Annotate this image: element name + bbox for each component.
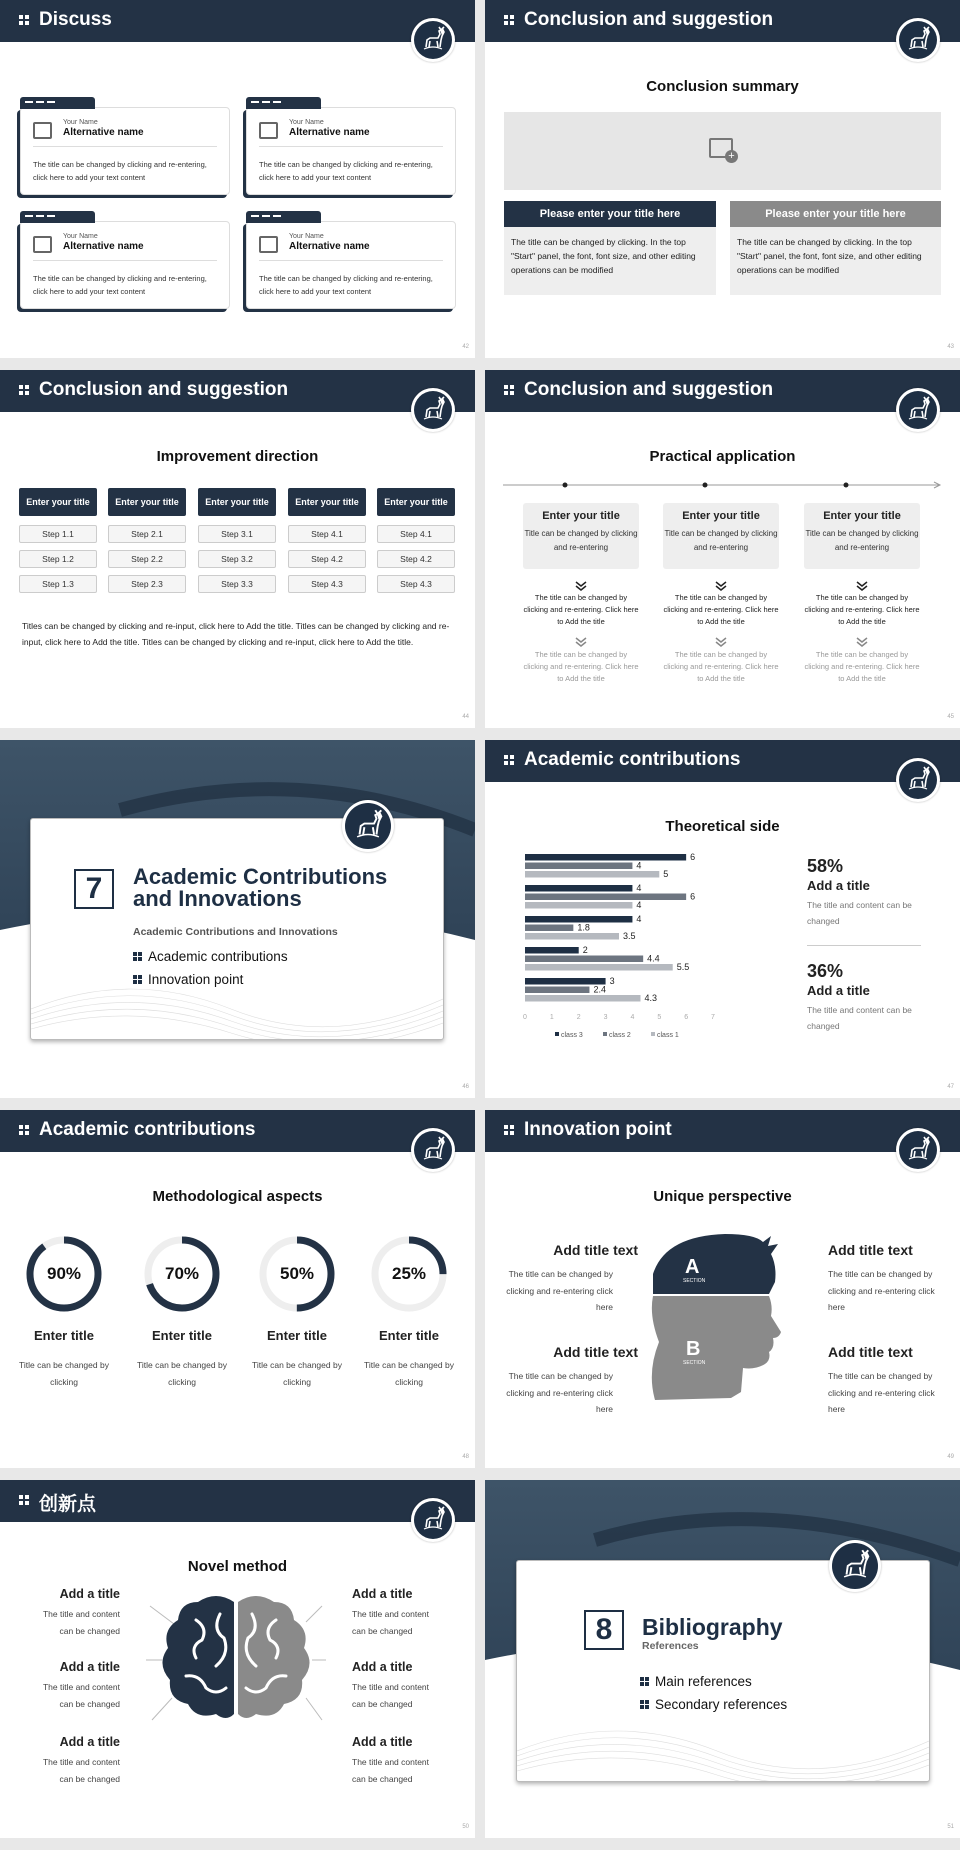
- section-heading: Unique perspective: [653, 1188, 792, 1205]
- brain-icon: [146, 1580, 326, 1730]
- box-text: The title can be changed by clicking. In the top "Start" panel, the font, font size, and other editing operations can be modified: [504, 227, 716, 295]
- profile-card[interactable]: [20, 107, 230, 195]
- legend-swatch: [651, 1032, 655, 1036]
- deer-logo-icon: [342, 800, 394, 852]
- slide-title: Conclusion and suggestion: [39, 379, 289, 400]
- bar: [525, 871, 659, 878]
- page-number: 46: [462, 1084, 469, 1090]
- item-title: Add a title: [59, 1660, 120, 1674]
- deer-logo-icon: [411, 388, 455, 432]
- step-box[interactable]: Step 2.3: [108, 575, 186, 593]
- column-title[interactable]: Enter your title: [19, 488, 97, 516]
- item-text: The title and content can be changed: [352, 1609, 430, 1636]
- dots-icon: [19, 385, 29, 395]
- deer-logo-icon: [896, 18, 940, 62]
- column-title[interactable]: Enter your title: [377, 488, 455, 516]
- data-label: 6: [690, 891, 696, 902]
- slide-section-8[interactable]: [485, 1480, 960, 1838]
- legend-label: class 1: [657, 1032, 679, 1039]
- bar-chart: [499, 850, 739, 1060]
- item-text: The title can be changed by clicking and re-entering click here: [506, 1269, 613, 1312]
- image-add-icon: +: [709, 138, 733, 158]
- step-box[interactable]: Step 2.1: [108, 525, 186, 543]
- dots-icon: [504, 1125, 514, 1135]
- image-icon: [33, 122, 52, 139]
- card-name: Your Name: [63, 233, 98, 240]
- card-text: The title can be changed by clicking and re-entering, click here to add your text content: [259, 274, 433, 296]
- stat-text: The title and content can be changed: [807, 1005, 912, 1031]
- slide-header: [0, 0, 475, 42]
- data-label: 3: [609, 976, 615, 986]
- deer-logo-icon: [411, 18, 455, 62]
- slide-title: Conclusion and suggestion: [524, 9, 774, 30]
- bar: [525, 925, 573, 932]
- section-heading: Practical application: [649, 448, 796, 465]
- bar: [525, 987, 589, 994]
- deer-logo-icon: [411, 1128, 455, 1172]
- slide-title: Academic contributions: [39, 1119, 256, 1140]
- slide-title: Academic contributions: [524, 749, 741, 770]
- item-text: Title can be changed by clicking: [137, 1360, 227, 1387]
- bar: [525, 902, 632, 909]
- page-number: 47: [947, 1084, 954, 1090]
- step-box[interactable]: Step 4.1: [288, 525, 366, 543]
- section-number: 8: [584, 1610, 624, 1650]
- dots-icon: [19, 1495, 29, 1505]
- bullet-icon: [133, 952, 142, 961]
- stat-text: The title and content can be changed: [807, 900, 912, 926]
- deer-logo-icon: [896, 1128, 940, 1172]
- item-title: Add a title: [352, 1660, 413, 1674]
- box-title[interactable]: Please enter your title here: [730, 201, 941, 227]
- column-title[interactable]: Enter your title: [198, 488, 276, 516]
- section-number: 7: [74, 869, 114, 909]
- step-box[interactable]: Step 4.2: [288, 550, 366, 568]
- bullet-icon: [133, 975, 142, 984]
- point-text: The title can be changed by clicking and re-entering. Click here to Add the title: [523, 650, 639, 683]
- page-number: 44: [462, 714, 469, 720]
- image-placeholder[interactable]: [504, 112, 941, 190]
- step-box[interactable]: Step 1.3: [19, 575, 97, 593]
- card-alt-name: Alternative name: [63, 127, 144, 138]
- deer-logo-icon: [829, 1540, 881, 1592]
- item-text: The title and content can be changed: [42, 1682, 120, 1709]
- item-text: Title can be changed by clicking: [252, 1360, 342, 1387]
- data-label: 2: [582, 945, 588, 955]
- item-title: Enter title: [152, 1328, 212, 1343]
- slide-practical-application[interactable]: [485, 370, 960, 728]
- application-box[interactable]: Enter your title Title can be changed by clicking and re-entering: [663, 503, 779, 569]
- timeline-arrow: [503, 481, 943, 489]
- profile-card[interactable]: [246, 221, 456, 309]
- item-title: Enter title: [267, 1328, 327, 1343]
- slide-unique-perspective[interactable]: [485, 1110, 960, 1468]
- page-number: 50: [462, 1824, 469, 1830]
- item-title: Add a title: [352, 1735, 413, 1749]
- bar: [525, 894, 686, 901]
- point-text: The title can be changed by clicking and re-entering. Click here to Add the title: [663, 593, 779, 626]
- section-title: Bibliography: [642, 1614, 783, 1640]
- stat-percent: 58%: [807, 856, 844, 876]
- page-number: 42: [462, 344, 469, 350]
- section-card: [516, 1560, 930, 1782]
- x-tick-label: 1: [549, 1014, 554, 1021]
- bar: [525, 885, 632, 892]
- image-icon: [259, 236, 278, 253]
- section-item[interactable]: Secondary references: [655, 1697, 788, 1712]
- section-subtitle: Academic Contributions and Innovations: [133, 926, 338, 938]
- point-text: The title can be changed by clicking and re-entering. Click here to Add the title: [804, 593, 920, 626]
- head-profile-illustration: [645, 1232, 805, 1422]
- legend-swatch: [555, 1032, 559, 1036]
- chevron-down-icon: [574, 578, 588, 588]
- point-text: The title can be changed by clicking and re-entering. Click here to Add the title: [523, 593, 639, 626]
- step-box[interactable]: Step 3.3: [198, 575, 276, 593]
- item-title: Add a title: [59, 1587, 120, 1601]
- data-label: 4: [636, 900, 642, 910]
- slide-title: Innovation point: [524, 1119, 672, 1140]
- chevron-down-icon: [714, 578, 728, 588]
- card-alt-name: Alternative name: [63, 241, 144, 252]
- slide-header: [0, 1110, 475, 1152]
- slide-title: Discuss: [39, 9, 112, 30]
- profile-card[interactable]: [20, 221, 230, 309]
- page-number: 51: [947, 1824, 954, 1830]
- slide-novel-method[interactable]: [0, 1480, 475, 1838]
- item-text: The title and content can be changed: [352, 1757, 430, 1784]
- step-box[interactable]: Step 1.1: [19, 525, 97, 543]
- page-number: 45: [947, 714, 954, 720]
- item-title: Enter title: [379, 1328, 439, 1343]
- section-letter: B: [686, 1338, 701, 1360]
- item-title: Enter title: [34, 1328, 94, 1343]
- item-text: The title can be changed by clicking and re-entering click here: [506, 1371, 613, 1414]
- legend-label: class 3: [561, 1032, 583, 1039]
- legend-swatch: [603, 1032, 607, 1036]
- slide-section-7[interactable]: [0, 740, 475, 1098]
- x-tick-label: 7: [711, 1014, 715, 1021]
- item-title: Add title text: [553, 1242, 638, 1258]
- column-title[interactable]: Enter your title: [288, 488, 366, 516]
- data-label: 4.3: [644, 993, 658, 1003]
- item-text: The title and content can be changed: [42, 1757, 120, 1784]
- donut-label: 50%: [279, 1264, 315, 1283]
- item-title: Add a title: [59, 1735, 120, 1749]
- point-text: The title can be changed by clicking and re-entering. Click here to Add the title: [663, 650, 779, 683]
- card-name: Your Name: [289, 233, 324, 240]
- card-text: The title can be changed by clicking and re-entering, click here to add your text content: [259, 160, 433, 182]
- x-tick-label: 4: [630, 1014, 635, 1021]
- slide-improvement-direction[interactable]: [0, 370, 475, 728]
- data-label: 4: [636, 883, 642, 893]
- card-name: Your Name: [289, 119, 324, 126]
- x-tick-label: 2: [576, 1014, 581, 1021]
- section-letter: A: [685, 1256, 700, 1278]
- data-label: 6: [690, 852, 696, 862]
- section-heading: Methodological aspects: [152, 1188, 323, 1205]
- card-name: Your Name: [63, 119, 98, 126]
- page-number: 43: [947, 344, 954, 350]
- step-box[interactable]: Step 2.2: [108, 550, 186, 568]
- slide-methodological-aspects[interactable]: [0, 1110, 475, 1468]
- chevron-down-icon: [855, 634, 869, 644]
- slide-header: [485, 0, 960, 42]
- data-label: 4: [636, 860, 642, 871]
- bar: [525, 947, 579, 954]
- item-text: The title and content can be changed: [42, 1609, 120, 1636]
- paragraph: Titles can be changed by clicking and re-input, click here to Add the title. Titles can be changed by clicking and re-input, click here to Add the title. Titles can be changed by clicking and re-input, click here to Add the title.: [22, 621, 450, 647]
- section-title: and Innovations: [133, 886, 302, 911]
- item-text: The title can be changed by clicking and re-entering click here: [828, 1269, 935, 1312]
- data-label: 2.4: [593, 984, 606, 995]
- x-tick-label: 6: [684, 1014, 689, 1021]
- section-caption: SECTION: [683, 1278, 706, 1284]
- deer-logo-icon: [896, 758, 940, 802]
- data-label: 5: [663, 869, 669, 879]
- section-heading: Conclusion summary: [646, 78, 799, 95]
- slide-conclusion-summary[interactable]: [485, 0, 960, 358]
- bar: [525, 863, 632, 870]
- page-number: 48: [462, 1454, 469, 1460]
- bullet-icon: [640, 1700, 649, 1709]
- data-label: 3.5: [623, 931, 636, 941]
- section-heading: Novel method: [187, 1558, 288, 1575]
- bullet-icon: [640, 1677, 649, 1686]
- box-text: The title can be changed by clicking. In the top "Start" panel, the font, font size, and other editing operations can be modified: [730, 227, 941, 295]
- page-number: 49: [947, 1454, 954, 1460]
- section-item[interactable]: Main references: [655, 1674, 752, 1689]
- step-box[interactable]: Step 4.3: [288, 575, 366, 593]
- image-icon: [259, 122, 278, 139]
- application-box[interactable]: Enter your title Title can be changed by clicking and re-entering: [804, 503, 920, 569]
- section-heading: Improvement direction: [156, 448, 319, 465]
- legend-label: class 2: [609, 1032, 631, 1039]
- slide-header: [485, 740, 960, 782]
- data-label: 1.8: [577, 922, 590, 933]
- section-caption: SECTION: [683, 1360, 706, 1366]
- step-box[interactable]: Step 3.2: [198, 550, 276, 568]
- donut-label: 90%: [46, 1264, 82, 1283]
- bar: [525, 956, 643, 963]
- slide-header: [0, 1480, 475, 1522]
- slide-theoretical-side[interactable]: [485, 740, 960, 1098]
- bar: [525, 964, 673, 971]
- item-title: Add title text: [553, 1344, 638, 1360]
- item-title: Add title text: [828, 1242, 913, 1258]
- section-item[interactable]: Innovation point: [148, 972, 244, 987]
- slide-title: Conclusion and suggestion: [524, 379, 774, 400]
- card-alt-name: Alternative name: [289, 241, 370, 252]
- stat-percent: 36%: [807, 961, 844, 981]
- column-title[interactable]: Enter your title: [108, 488, 186, 516]
- section-heading: Theoretical side: [665, 818, 780, 835]
- card-alt-name: Alternative name: [289, 127, 370, 138]
- step-box[interactable]: Step 3.1: [198, 525, 276, 543]
- deer-logo-icon: [896, 388, 940, 432]
- box-title[interactable]: Please enter your title here: [504, 201, 716, 227]
- card-text: The title can be changed by clicking and re-entering, click here to add your text content: [33, 274, 207, 296]
- dots-icon: [19, 1125, 29, 1135]
- dots-icon: [504, 385, 514, 395]
- bar: [525, 854, 686, 861]
- x-tick-label: 3: [603, 1014, 608, 1021]
- bar: [525, 933, 619, 940]
- step-box[interactable]: Step 4.2: [377, 550, 455, 568]
- item-text: Title can be changed by clicking: [364, 1360, 454, 1387]
- section-item[interactable]: Academic contributions: [148, 949, 288, 964]
- slide-header: [485, 370, 960, 412]
- data-label: 4.4: [647, 953, 660, 964]
- stat-title: Add a title: [807, 878, 870, 893]
- section-subtitle: References: [642, 1640, 699, 1652]
- bar: [525, 995, 640, 1002]
- item-text: Title can be changed by clicking: [19, 1360, 109, 1387]
- step-box[interactable]: Step 4.3: [377, 575, 455, 593]
- slide-header: [485, 1110, 960, 1152]
- slide-title: 创新点: [39, 1494, 97, 1515]
- chevron-down-icon: [855, 578, 869, 588]
- stat-title: Add a title: [807, 983, 870, 998]
- slide-header: [0, 370, 475, 412]
- data-label: 5.5: [676, 962, 690, 972]
- dots-icon: [504, 15, 514, 25]
- slide-discuss[interactable]: [0, 0, 475, 358]
- chevron-down-icon: [574, 634, 588, 644]
- donut-label: 70%: [164, 1264, 200, 1283]
- step-box[interactable]: Step 4.1: [377, 525, 455, 543]
- card-text: The title can be changed by clicking and re-entering, click here to add your text content: [33, 160, 207, 182]
- step-box[interactable]: Step 1.2: [19, 550, 97, 568]
- item-text: The title and content can be changed: [352, 1682, 430, 1709]
- item-text: The title can be changed by clicking and re-entering click here: [828, 1371, 935, 1414]
- x-tick-label: 0: [523, 1014, 527, 1021]
- item-title: Add title text: [828, 1344, 913, 1360]
- deer-logo-icon: [411, 1498, 455, 1542]
- profile-card[interactable]: [246, 107, 456, 195]
- item-title: Add a title: [352, 1587, 413, 1601]
- x-tick-label: 5: [657, 1014, 662, 1021]
- divider: [807, 945, 921, 946]
- image-icon: [33, 236, 52, 253]
- chevron-down-icon: [714, 634, 728, 644]
- donut-label: 25%: [391, 1264, 427, 1283]
- point-text: The title can be changed by clicking and re-entering. Click here to Add the title: [804, 650, 920, 683]
- data-label: 4: [636, 914, 642, 924]
- application-box[interactable]: Enter your title Title can be changed by clicking and re-entering: [523, 503, 639, 569]
- dots-icon: [504, 755, 514, 765]
- section-title: Academic Contributions: [133, 864, 388, 889]
- dots-icon: [19, 15, 29, 25]
